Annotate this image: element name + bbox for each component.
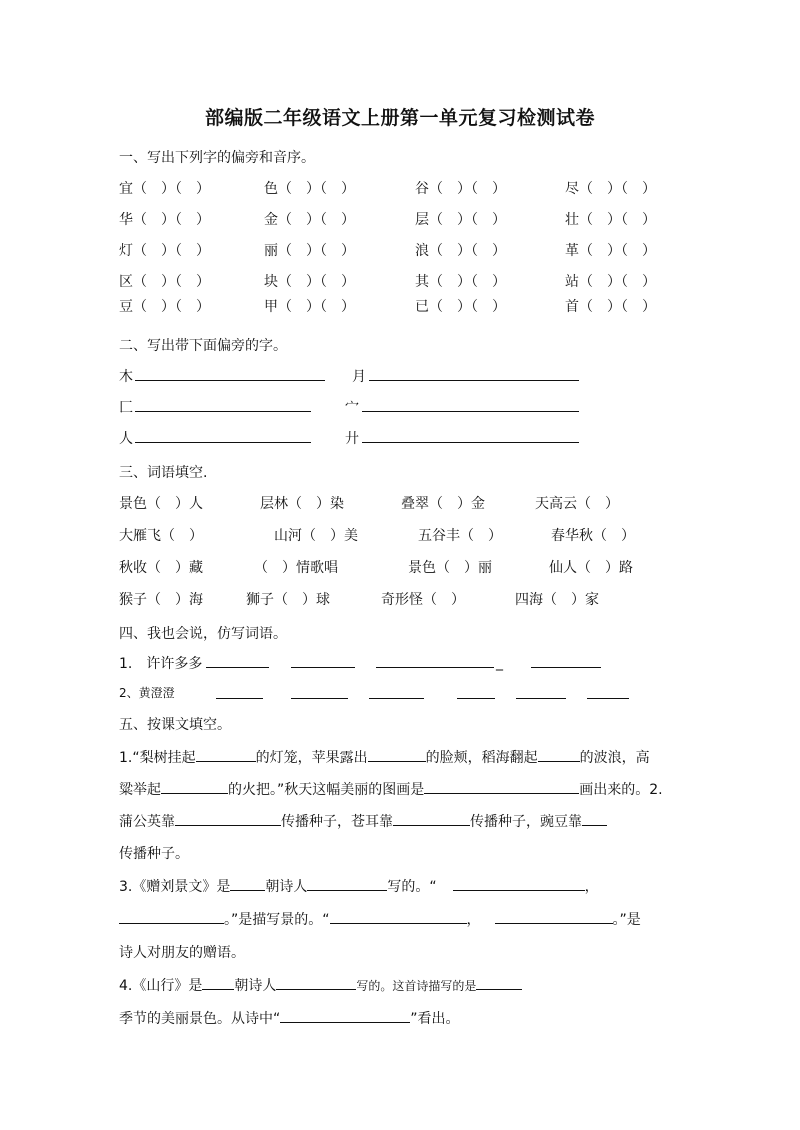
section1-row <box>119 240 699 260</box>
section5-heading: 五、按课文填空。 <box>119 717 231 733</box>
q3-text: ， <box>466 912 481 928</box>
idiom-blank: 狮子（ ）球 <box>246 592 330 608</box>
q3-text: 。”是描写景的。“ <box>224 912 330 928</box>
q1-text: 的灯笼，苹果露出 <box>255 750 368 766</box>
radical-label: 廾 <box>345 431 359 447</box>
example-word: 2、黄澄澄 <box>119 686 175 700</box>
char-blank: 甲（ ）（ ） <box>264 299 355 315</box>
idiom-blank: （ ）情歌唱 <box>254 560 338 576</box>
answer-line[interactable] <box>457 684 495 699</box>
idiom-blank: 叠翠（ ）金 <box>401 496 485 512</box>
answer-line[interactable] <box>216 684 263 699</box>
char-blank: 宜（ ）（ ） <box>119 181 210 197</box>
answer-line[interactable] <box>424 779 579 794</box>
char-blank: 块（ ）（ ） <box>264 274 355 290</box>
idiom-blank: 景色（ ）丽 <box>408 560 492 576</box>
answer-line[interactable] <box>531 653 601 668</box>
q3-text: ， <box>584 879 599 895</box>
example-word: 1. 许许多多 <box>119 656 203 672</box>
char-blank: 层（ ）（ ） <box>415 212 506 228</box>
idiom-row <box>119 557 699 577</box>
char-blank: 壮（ ）（ ） <box>565 212 656 228</box>
q4-text: 季节的美丽景色。从诗中“ <box>119 1011 281 1027</box>
idiom-blank: 四海（ ）家 <box>515 592 599 608</box>
answer-line[interactable] <box>538 747 580 762</box>
q1-line3 <box>119 811 607 831</box>
char-blank: 首（ ）（ ） <box>565 299 656 315</box>
answer-line[interactable] <box>135 428 311 443</box>
answer-line[interactable] <box>582 811 607 826</box>
section1-row <box>119 178 699 198</box>
idiom-blank: 秋收（ ）藏 <box>119 560 203 576</box>
char-blank: 已（ ）（ ） <box>415 299 506 315</box>
page-title: 部编版二年级语文上册第一单元复习检测试卷 <box>204 107 595 129</box>
answer-line[interactable] <box>291 684 348 699</box>
answer-line[interactable] <box>393 811 470 826</box>
idiom-blank: 奇形怪（ ） <box>381 592 465 608</box>
answer-line[interactable] <box>376 653 494 668</box>
q3-line1 <box>119 876 599 896</box>
section3-heading: 三、词语填空. <box>119 465 208 481</box>
q3-line3: 诗人对朋友的赠语。 <box>119 945 245 961</box>
radical-row <box>119 366 699 386</box>
char-blank: 尽（ ）（ ） <box>565 181 656 197</box>
section4-heading: 四、我也会说，仿写词语。 <box>119 626 287 642</box>
dash-mark: _ <box>496 655 503 671</box>
answer-line[interactable] <box>476 975 522 990</box>
answer-line[interactable] <box>135 397 311 412</box>
answer-line[interactable] <box>453 876 585 891</box>
char-blank: 华（ ）（ ） <box>119 212 210 228</box>
q3-line2 <box>119 909 641 929</box>
idiom-row <box>119 589 699 609</box>
radical-label: 匚 <box>119 400 133 416</box>
answer-line[interactable] <box>330 909 467 924</box>
idiom-blank: 景色（ ）人 <box>119 496 203 512</box>
radical-label: 木 <box>119 369 133 385</box>
q3-text: 。”是 <box>612 912 641 928</box>
char-blank: 谷（ ）（ ） <box>415 181 506 197</box>
radical-label: 人 <box>119 431 133 447</box>
char-blank: 革（ ）（ ） <box>565 243 656 259</box>
answer-line[interactable] <box>196 747 256 762</box>
char-blank: 豆（ ）（ ） <box>119 299 210 315</box>
idiom-blank: 仙人（ ）路 <box>549 560 633 576</box>
answer-line[interactable] <box>280 1008 410 1023</box>
radical-row <box>119 397 699 417</box>
radical-label: 宀 <box>345 400 359 416</box>
char-blank: 站（ ）（ ） <box>565 274 656 290</box>
q1-text: 的脸颊，稻海翻起 <box>425 750 538 766</box>
q4-text: 朝诗人 <box>234 978 277 994</box>
q4-text: 写的。这首诗描写的是 <box>356 979 477 993</box>
imitate-row <box>119 653 699 673</box>
q1-text: 1.“梨树挂起 <box>119 750 196 766</box>
idiom-blank: 猴子（ ）海 <box>119 592 203 608</box>
q1-line1 <box>119 747 650 767</box>
q4-text: 4.《山行》是 <box>119 978 203 994</box>
char-blank: 金（ ）（ ） <box>264 212 355 228</box>
idiom-blank: 春华秋（ ） <box>551 528 635 544</box>
section1-heading: 一、写出下列字的偏旁和音序。 <box>119 150 315 166</box>
q3-text: 朝诗人 <box>265 879 308 895</box>
q1-text: 传播种子，苍耳靠 <box>281 814 393 830</box>
q1-line2 <box>119 779 663 799</box>
section1-row <box>119 209 699 229</box>
q1-text: 传播种子，豌豆靠 <box>470 814 582 830</box>
answer-line[interactable] <box>276 975 356 990</box>
imitate-row <box>119 684 699 704</box>
char-blank: 色（ ）（ ） <box>264 181 355 197</box>
q4-line1 <box>119 975 522 995</box>
q3-text: 3.《赠刘景文》是 <box>119 879 231 895</box>
idiom-row <box>119 493 699 513</box>
idiom-blank: 五谷丰（ ） <box>418 528 502 544</box>
q1-text: 的火把。”秋天这幅美丽的图画是 <box>228 782 425 798</box>
section1-row <box>119 296 699 316</box>
q1-text: 的波浪，高 <box>579 750 650 766</box>
answer-line[interactable] <box>307 876 387 891</box>
char-blank: 浪（ ）（ ） <box>415 243 506 259</box>
answer-line[interactable] <box>495 909 613 924</box>
q1-text: 粱举起 <box>119 782 161 798</box>
char-blank: 灯（ ）（ ） <box>119 243 210 259</box>
radical-label: 月 <box>352 369 366 385</box>
answer-line[interactable] <box>369 684 424 699</box>
char-blank: 其（ ）（ ） <box>415 274 506 290</box>
idiom-blank: 山河（ ）美 <box>274 528 358 544</box>
char-blank: 丽（ ）（ ） <box>264 243 355 259</box>
answer-line[interactable] <box>202 975 234 990</box>
idiom-row <box>119 525 699 545</box>
q4-text: ”看出。 <box>410 1011 460 1027</box>
q1-text: 画出来的。2. <box>579 782 663 798</box>
answer-line[interactable] <box>161 779 228 794</box>
answer-line[interactable] <box>516 684 566 699</box>
answer-line[interactable] <box>362 397 579 412</box>
idiom-blank: 大雁飞（ ） <box>119 528 203 544</box>
q1-line4: 传播种子。 <box>119 846 189 862</box>
answer-line[interactable] <box>119 909 224 924</box>
q1-text: 蒲公英靠 <box>119 814 175 830</box>
idiom-blank: 层林（ ）染 <box>260 496 344 512</box>
answer-line[interactable] <box>206 653 269 668</box>
answer-line[interactable] <box>135 366 325 381</box>
q4-line2 <box>119 1008 460 1028</box>
idiom-blank: 天高云（ ） <box>535 496 619 512</box>
char-blank: 区（ ）（ ） <box>119 274 210 290</box>
answer-line[interactable] <box>291 653 355 668</box>
section2-heading: 二、写出带下面偏旁的字。 <box>119 338 287 354</box>
q3-text: 写的。“ <box>387 879 437 895</box>
answer-line[interactable] <box>175 811 281 826</box>
answer-line[interactable] <box>587 684 629 699</box>
radical-row <box>119 428 699 448</box>
answer-line[interactable] <box>362 428 579 443</box>
section1-row <box>119 271 699 291</box>
answer-line[interactable] <box>230 876 265 891</box>
answer-line[interactable] <box>368 747 426 762</box>
answer-line[interactable] <box>369 366 579 381</box>
